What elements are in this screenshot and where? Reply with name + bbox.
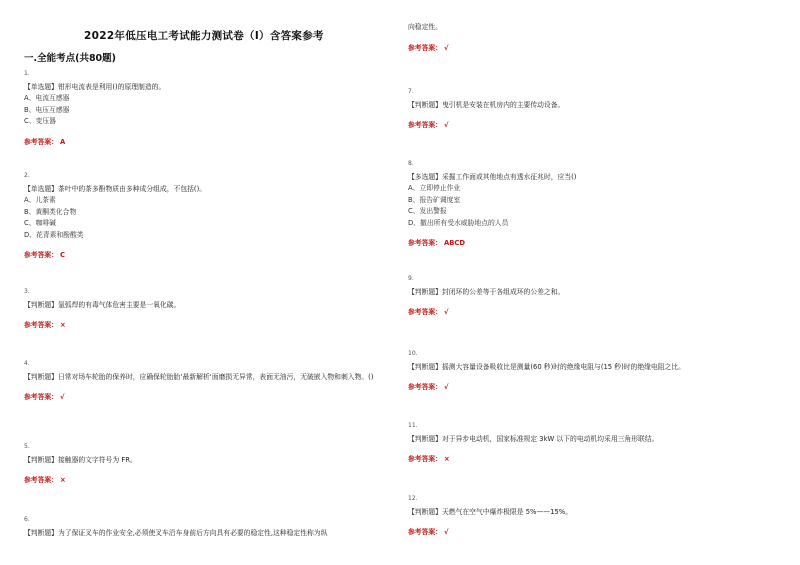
- option: A、立即停止作业: [408, 184, 461, 192]
- question-stem: 【判断题】氩弧焊的有毒气体危害主要是一氧化碳。: [24, 300, 181, 309]
- answer-value: C: [59, 251, 65, 259]
- question-stem: 【判断题】摇测大容量设备吸收比是测量(60 秒)时的绝缘电阻与(15 秒)时的绝缘电阻之比。: [408, 362, 685, 371]
- right-column: [408, 0, 778, 565]
- answer-label: 参考答案：: [24, 393, 58, 401]
- option: D、花青素和酚酸类: [24, 230, 84, 239]
- question-6: [24, 514, 394, 539]
- question-3: [24, 286, 394, 332]
- question-number: 10.: [408, 350, 418, 357]
- question-2: [24, 170, 394, 262]
- question-stem: 【单选题】钳形电流表是利用()的原理制造的。: [24, 82, 166, 91]
- answer-value: ×: [59, 321, 66, 329]
- answer-line: [408, 527, 778, 539]
- question-stem: 【判断题】天燃气在空气中爆炸极限是 5%——15%。: [408, 507, 572, 516]
- answer-value: √: [443, 308, 449, 316]
- answer-line: [24, 137, 394, 149]
- question-7: [408, 86, 778, 132]
- question-8: [408, 158, 778, 250]
- answer-label: 参考答案：: [24, 251, 58, 259]
- question-9: [408, 273, 778, 319]
- answer-value: √: [443, 528, 449, 536]
- question-number: 8.: [408, 160, 414, 167]
- question-stem: 【多选题】采掘工作面或其他地点有透水征兆时，应当(): [408, 172, 577, 181]
- answer-label: 参考答案：: [408, 308, 442, 316]
- answer-line: [408, 43, 778, 55]
- answer-label: 参考答案：: [408, 383, 442, 391]
- question-stem: 【判断题】接触器的文字符号为 FR。: [24, 455, 137, 464]
- question-number: 6.: [24, 516, 30, 523]
- answer-line: [24, 320, 394, 332]
- answer-label: 参考答案：: [408, 121, 442, 129]
- page-title: 2022年低压电工考试能力测试卷（I）含答案参考: [84, 30, 324, 42]
- question-number: 3.: [24, 288, 30, 295]
- answer-value: ABCD: [443, 239, 466, 247]
- answer-line: [24, 250, 394, 262]
- answer-value: √: [443, 43, 449, 52]
- question-number: 4.: [24, 360, 30, 367]
- option: C、变压器: [24, 117, 56, 125]
- question-number: 2.: [24, 172, 30, 179]
- answer-value: √: [443, 383, 449, 391]
- question-4: [24, 358, 394, 404]
- question-number: 1.: [24, 70, 30, 77]
- answer-line: [24, 475, 394, 487]
- left-column: [24, 0, 394, 565]
- answer-line: [24, 392, 394, 404]
- option: C、咖啡碱: [24, 219, 56, 227]
- question-6-continued: [408, 22, 778, 54]
- answer-line: [408, 307, 778, 319]
- answer-value: A: [59, 137, 66, 146]
- answer-label: 参考答案：: [408, 455, 442, 463]
- option: B、报告矿调度室: [408, 195, 461, 204]
- answer-label: 参考答案：: [24, 476, 58, 484]
- answer-block: [408, 43, 778, 55]
- option: A、儿茶素: [24, 196, 56, 204]
- option: B、电压互感器: [24, 105, 70, 114]
- answer-line: [408, 238, 778, 250]
- answer-label: 参考答案：: [408, 528, 442, 536]
- answer-value: ×: [443, 455, 450, 463]
- answer-line: [408, 382, 778, 394]
- question-11: [408, 420, 778, 466]
- answer-label: 参考答案：: [408, 43, 442, 52]
- question-number: 11.: [408, 422, 418, 429]
- question-stem: 【判断题】对于异步电动机，国家标准规定 3kW 以下的电动机均采用三角形联结。: [408, 434, 659, 443]
- question-number: 12.: [408, 495, 418, 502]
- answer-label: 参考答案：: [408, 239, 442, 247]
- question-1: [24, 68, 394, 148]
- option: C、发出警报: [408, 207, 447, 215]
- question-10: [408, 348, 778, 394]
- answer-value: √: [443, 121, 449, 129]
- question-number: 7.: [408, 88, 414, 95]
- answer-label: 参考答案：: [24, 137, 58, 146]
- answer-line: [408, 454, 778, 466]
- question-12: [408, 493, 778, 539]
- question-stem: 【判断题】曳引机是安装在机房内的主要传动设备。: [408, 100, 565, 109]
- question-5: [24, 441, 394, 487]
- question-stem: 【单选题】茶叶中的茶多酚物质由多种成分组成，不包括()。: [24, 184, 207, 193]
- section-heading: 一.全能考点(共80题): [24, 53, 117, 64]
- option: A、电流互感器: [24, 94, 70, 102]
- answer-label: 参考答案：: [24, 321, 58, 329]
- question-number: 9.: [408, 275, 414, 282]
- question-stem: 【判断题】为了保证叉车的作业安全,必须使叉车沿车身前后方向具有必要的稳定性,这种稳定性称为纵: [24, 528, 328, 537]
- question-number: 5.: [24, 443, 30, 450]
- question-stem-continued: 向稳定性。: [408, 23, 442, 31]
- question-stem: 【判断题】日常对场车轮胎的保养时，应确保轮胎胎‘最新解析‘面磨损无异常，表面无油污，无破嵌入物和刺入物。(): [24, 372, 374, 381]
- question-stem: 【判断题】封闭环的公差等于各组成环的公差之和。: [408, 287, 565, 296]
- answer-value: √: [59, 393, 65, 401]
- option: D、撤出所有受水威胁地点的人员: [408, 218, 509, 227]
- answer-value: ×: [59, 476, 66, 484]
- option: B、黄酮类化合物: [24, 207, 77, 216]
- answer-line: [408, 120, 778, 132]
